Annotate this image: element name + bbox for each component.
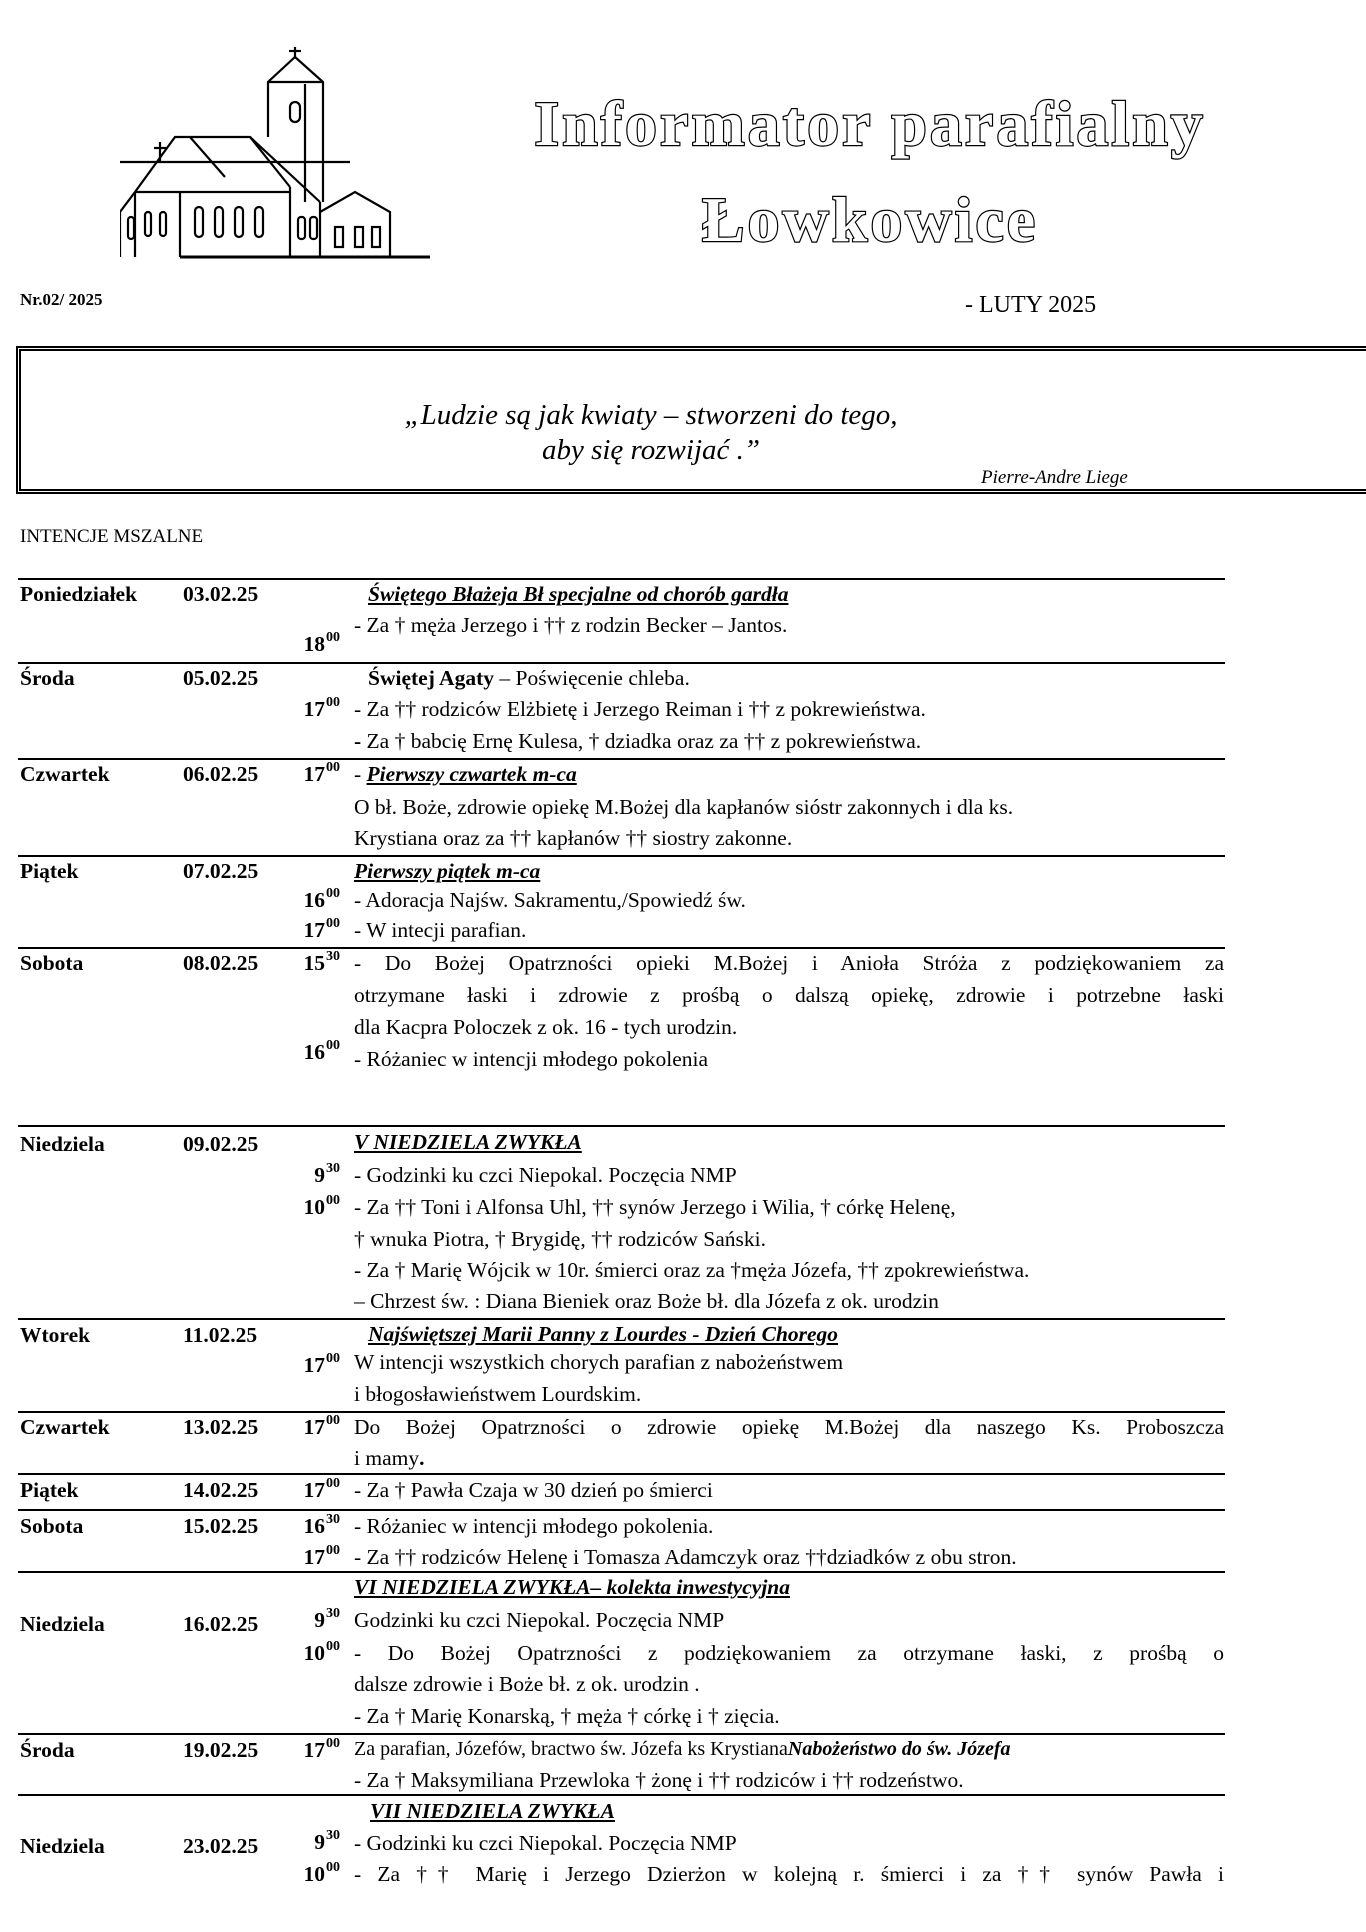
bulletin-title: Informator parafialny xyxy=(534,88,1206,159)
quote-line-1: „Ludzie są jak kwiaty – stworzeni do tego, xyxy=(404,399,898,431)
intention-line: - Do Bożej Opatrzności z podziękowaniem za otrzymane łaski, z prośbą o xyxy=(354,1641,1224,1665)
intention-line: - Godzinki ku czci Niepokal. Poczęcia NMP xyxy=(354,1163,737,1187)
intention-line: - Za †† Toni i Alfonsa Uhl, †† synów Jerzego i Wilia, † córkę Helenę, xyxy=(354,1195,956,1219)
day-label: Czwartek xyxy=(20,762,110,786)
day-label: Poniedziałek xyxy=(20,582,138,606)
intention-line: † wnuka Piotra, † Brygidę, †† rodziców Sański. xyxy=(354,1227,767,1251)
date-label: 15.02.25 xyxy=(183,1514,259,1538)
intention-line: W intencji wszystkich chorych parafian z nabożeństwem xyxy=(354,1350,844,1374)
row-divider xyxy=(18,1411,1225,1413)
intention-line: i mamy. xyxy=(354,1446,425,1470)
feast-title: Świętej Agaty – Poświęcenie chleba. xyxy=(368,666,690,690)
intention-line: - Adoracja Najśw. Sakramentu,/Spowiedź św. xyxy=(354,888,746,912)
intention-line: dalsze zdrowie i Boże bł. z ok. urodzin . xyxy=(354,1672,700,1696)
intention-line: i błogosławieństwem Lourdskim. xyxy=(354,1382,642,1406)
intention-line: - Za † Pawła Czaja w 30 dzień po śmierci xyxy=(354,1478,713,1502)
mass-time: $10^{00}$ xyxy=(303,1193,340,1219)
mass-time: $9^{30}$ xyxy=(314,1161,340,1187)
church-logo xyxy=(120,42,430,292)
date-label: 08.02.25 xyxy=(183,951,259,975)
row-divider xyxy=(18,578,1225,580)
date-label: 03.02.25 xyxy=(183,582,259,606)
feast-title: VI NIEDZIELA ZWYKŁA– kolekta inwestycyjna xyxy=(354,1575,790,1599)
quote-author: Pierre-Andre Liege xyxy=(981,467,1128,488)
date-label: 07.02.25 xyxy=(183,859,259,883)
mass-time: $15^{30}$ xyxy=(303,949,340,975)
date-label: 05.02.25 xyxy=(183,666,259,690)
day-label: Czwartek xyxy=(20,1415,110,1439)
feast-title: - Pierwszy czwartek m-ca xyxy=(354,762,577,786)
mass-time: $17^{00}$ xyxy=(303,1543,340,1569)
mass-time: $9^{30}$ xyxy=(314,1606,340,1632)
date-label: 19.02.25 xyxy=(183,1738,259,1762)
feast-title: Najświętszej Marii Panny z Lourdes - Dzień Chorego xyxy=(368,1322,839,1346)
mass-time: $16^{30}$ xyxy=(303,1512,340,1538)
quote-line-2: aby się rozwijać .” xyxy=(541,434,761,466)
intention-line: - Za † babcię Ernę Kulesa, † dziadka oraz za †† z pokrewieństwa. xyxy=(354,729,922,753)
feast-title: Pierwszy piątek m-ca xyxy=(354,859,541,883)
parish-name: Łowkowice xyxy=(701,184,1039,255)
feast-title: Świętego Błażeja Bł specjalne od chorób gardła xyxy=(368,582,789,606)
row-divider xyxy=(18,1318,1225,1320)
intention-line: – Chrzest św. : Diana Bieniek oraz Boże bł. dla Józefa z ok. urodzin xyxy=(354,1289,939,1313)
day-label: Sobota xyxy=(20,951,84,975)
row-divider xyxy=(18,1125,1225,1127)
mass-time: $16^{00}$ xyxy=(303,886,340,912)
issue-number: Nr.02/ 2025 xyxy=(20,290,103,309)
day-label: Środa xyxy=(20,666,75,690)
day-label: Piątek xyxy=(20,1478,79,1502)
mass-time: $16^{00}$ xyxy=(303,1038,340,1064)
intention-line: - Godzinki ku czci Niepokal. Poczęcia NMP xyxy=(354,1831,737,1855)
day-label: Niedziela xyxy=(20,1132,105,1156)
intention-line: - Różaniec w intencji młodego pokolenia xyxy=(354,1047,709,1071)
date-label: 11.02.25 xyxy=(183,1323,258,1347)
intention-line: - Za †† rodziców Helenę i Tomasza Adamczyk oraz ††dziadków z obu stron. xyxy=(354,1545,1017,1569)
row-divider xyxy=(18,662,1225,664)
intention-line: - Za †† Marię i Jerzego Dzierżon w kolejną r. śmierci i za †† synów Pawła i xyxy=(354,1862,1224,1886)
intention-line: - Za †† rodziców Elżbietę i Jerzego Reiman i †† z pokrewieństwa. xyxy=(354,697,926,721)
intention-line: Krystiana oraz za †† kapłanów †† siostry zakonne. xyxy=(354,826,793,850)
day-label: Niedziela xyxy=(20,1612,105,1636)
day-label: Środa xyxy=(20,1738,75,1762)
mass-time: $10^{00}$ xyxy=(303,1639,340,1665)
date-label: 16.02.25 xyxy=(183,1612,259,1636)
intention-line: - Do Bożej Opatrzności opieki M.Bożej i Anioła Stróża z podziękowaniem za xyxy=(354,951,1224,975)
intention-line: - Różaniec w intencji młodego pokolenia. xyxy=(354,1514,714,1538)
row-divider xyxy=(18,1733,1225,1735)
intention-line: - W intecji parafian. xyxy=(354,918,527,942)
date-label: 14.02.25 xyxy=(183,1478,259,1502)
row-divider xyxy=(18,947,1225,949)
row-divider xyxy=(18,1571,1225,1573)
quote-box xyxy=(16,346,1366,494)
issue-month: - LUTY 2025 xyxy=(965,292,1097,318)
day-label: Piątek xyxy=(20,859,79,883)
intention-line: O bł. Boże, zdrowie opiekę M.Bożej dla kapłanów sióstr zakonnych i dla ks. xyxy=(354,795,1014,819)
date-label: 13.02.25 xyxy=(183,1415,259,1439)
mass-time: $17^{00}$ xyxy=(303,1351,340,1377)
mass-time: $17^{00}$ xyxy=(303,916,340,942)
day-label: Wtorek xyxy=(20,1323,91,1347)
row-divider xyxy=(18,1794,1225,1796)
row-divider xyxy=(18,758,1225,760)
date-label: 09.02.25 xyxy=(183,1132,259,1156)
row-divider xyxy=(18,855,1225,857)
intention-line: - Za † Maksymiliana Przewloka † żonę i †† rodziców i †† rodzeństwo. xyxy=(354,1768,964,1792)
day-label: Niedziela xyxy=(20,1834,105,1858)
mass-time: $17^{00}$ xyxy=(303,695,340,721)
mass-time: $10^{00}$ xyxy=(303,1860,340,1886)
intention-line: Godzinki ku czci Niepokal. Poczęcia NMP xyxy=(354,1608,725,1632)
mass-time: $17^{00}$ xyxy=(303,1413,340,1439)
mass-time: $9^{30}$ xyxy=(314,1828,340,1854)
intention-line: otrzymane łaski i zdrowie z prośbą o dalszą opiekę, zdrowie i potrzebne łaski xyxy=(354,983,1224,1007)
feast-title: VII NIEDZIELA ZWYKŁA xyxy=(370,1799,615,1823)
mass-time: $17^{00}$ xyxy=(303,1736,340,1762)
mass-time: $17^{00}$ xyxy=(303,1476,340,1502)
mass-time: $17^{00}$ xyxy=(303,760,340,786)
feast-title: V NIEDZIELA ZWYKŁA xyxy=(354,1130,582,1154)
intention-line: Za parafian, Józefów, bractwo św. Józefa ks KrystianaNabożeństwo do św. Józefa xyxy=(354,1738,1011,1760)
section-heading: INTENCJE MSZALNE xyxy=(20,526,204,547)
intention-line: dla Kacpra Poloczek z ok. 16 - tych urodzin. xyxy=(354,1015,738,1039)
day-label: Sobota xyxy=(20,1514,84,1538)
intention-line: - Za † Marię Konarską, † męża † córkę i † zięcia. xyxy=(354,1704,780,1728)
date-label: 06.02.25 xyxy=(183,762,259,786)
intention-line: - Za † Marię Wójcik w 10r. śmierci oraz za †męża Józefa, †† zpokrewieństwa. xyxy=(354,1258,1030,1282)
row-divider xyxy=(18,1509,1225,1511)
row-divider xyxy=(18,1473,1225,1475)
intention-line: - Za † męża Jerzego i †† z rodzin Becker – Jantos. xyxy=(354,613,788,637)
date-label: 23.02.25 xyxy=(183,1834,259,1858)
intention-line: Do Bożej Opatrzności o zdrowie opiekę M.Bożej dla naszego Ks. Proboszcza xyxy=(354,1415,1224,1439)
mass-time: $18^{00}$ xyxy=(303,630,340,656)
